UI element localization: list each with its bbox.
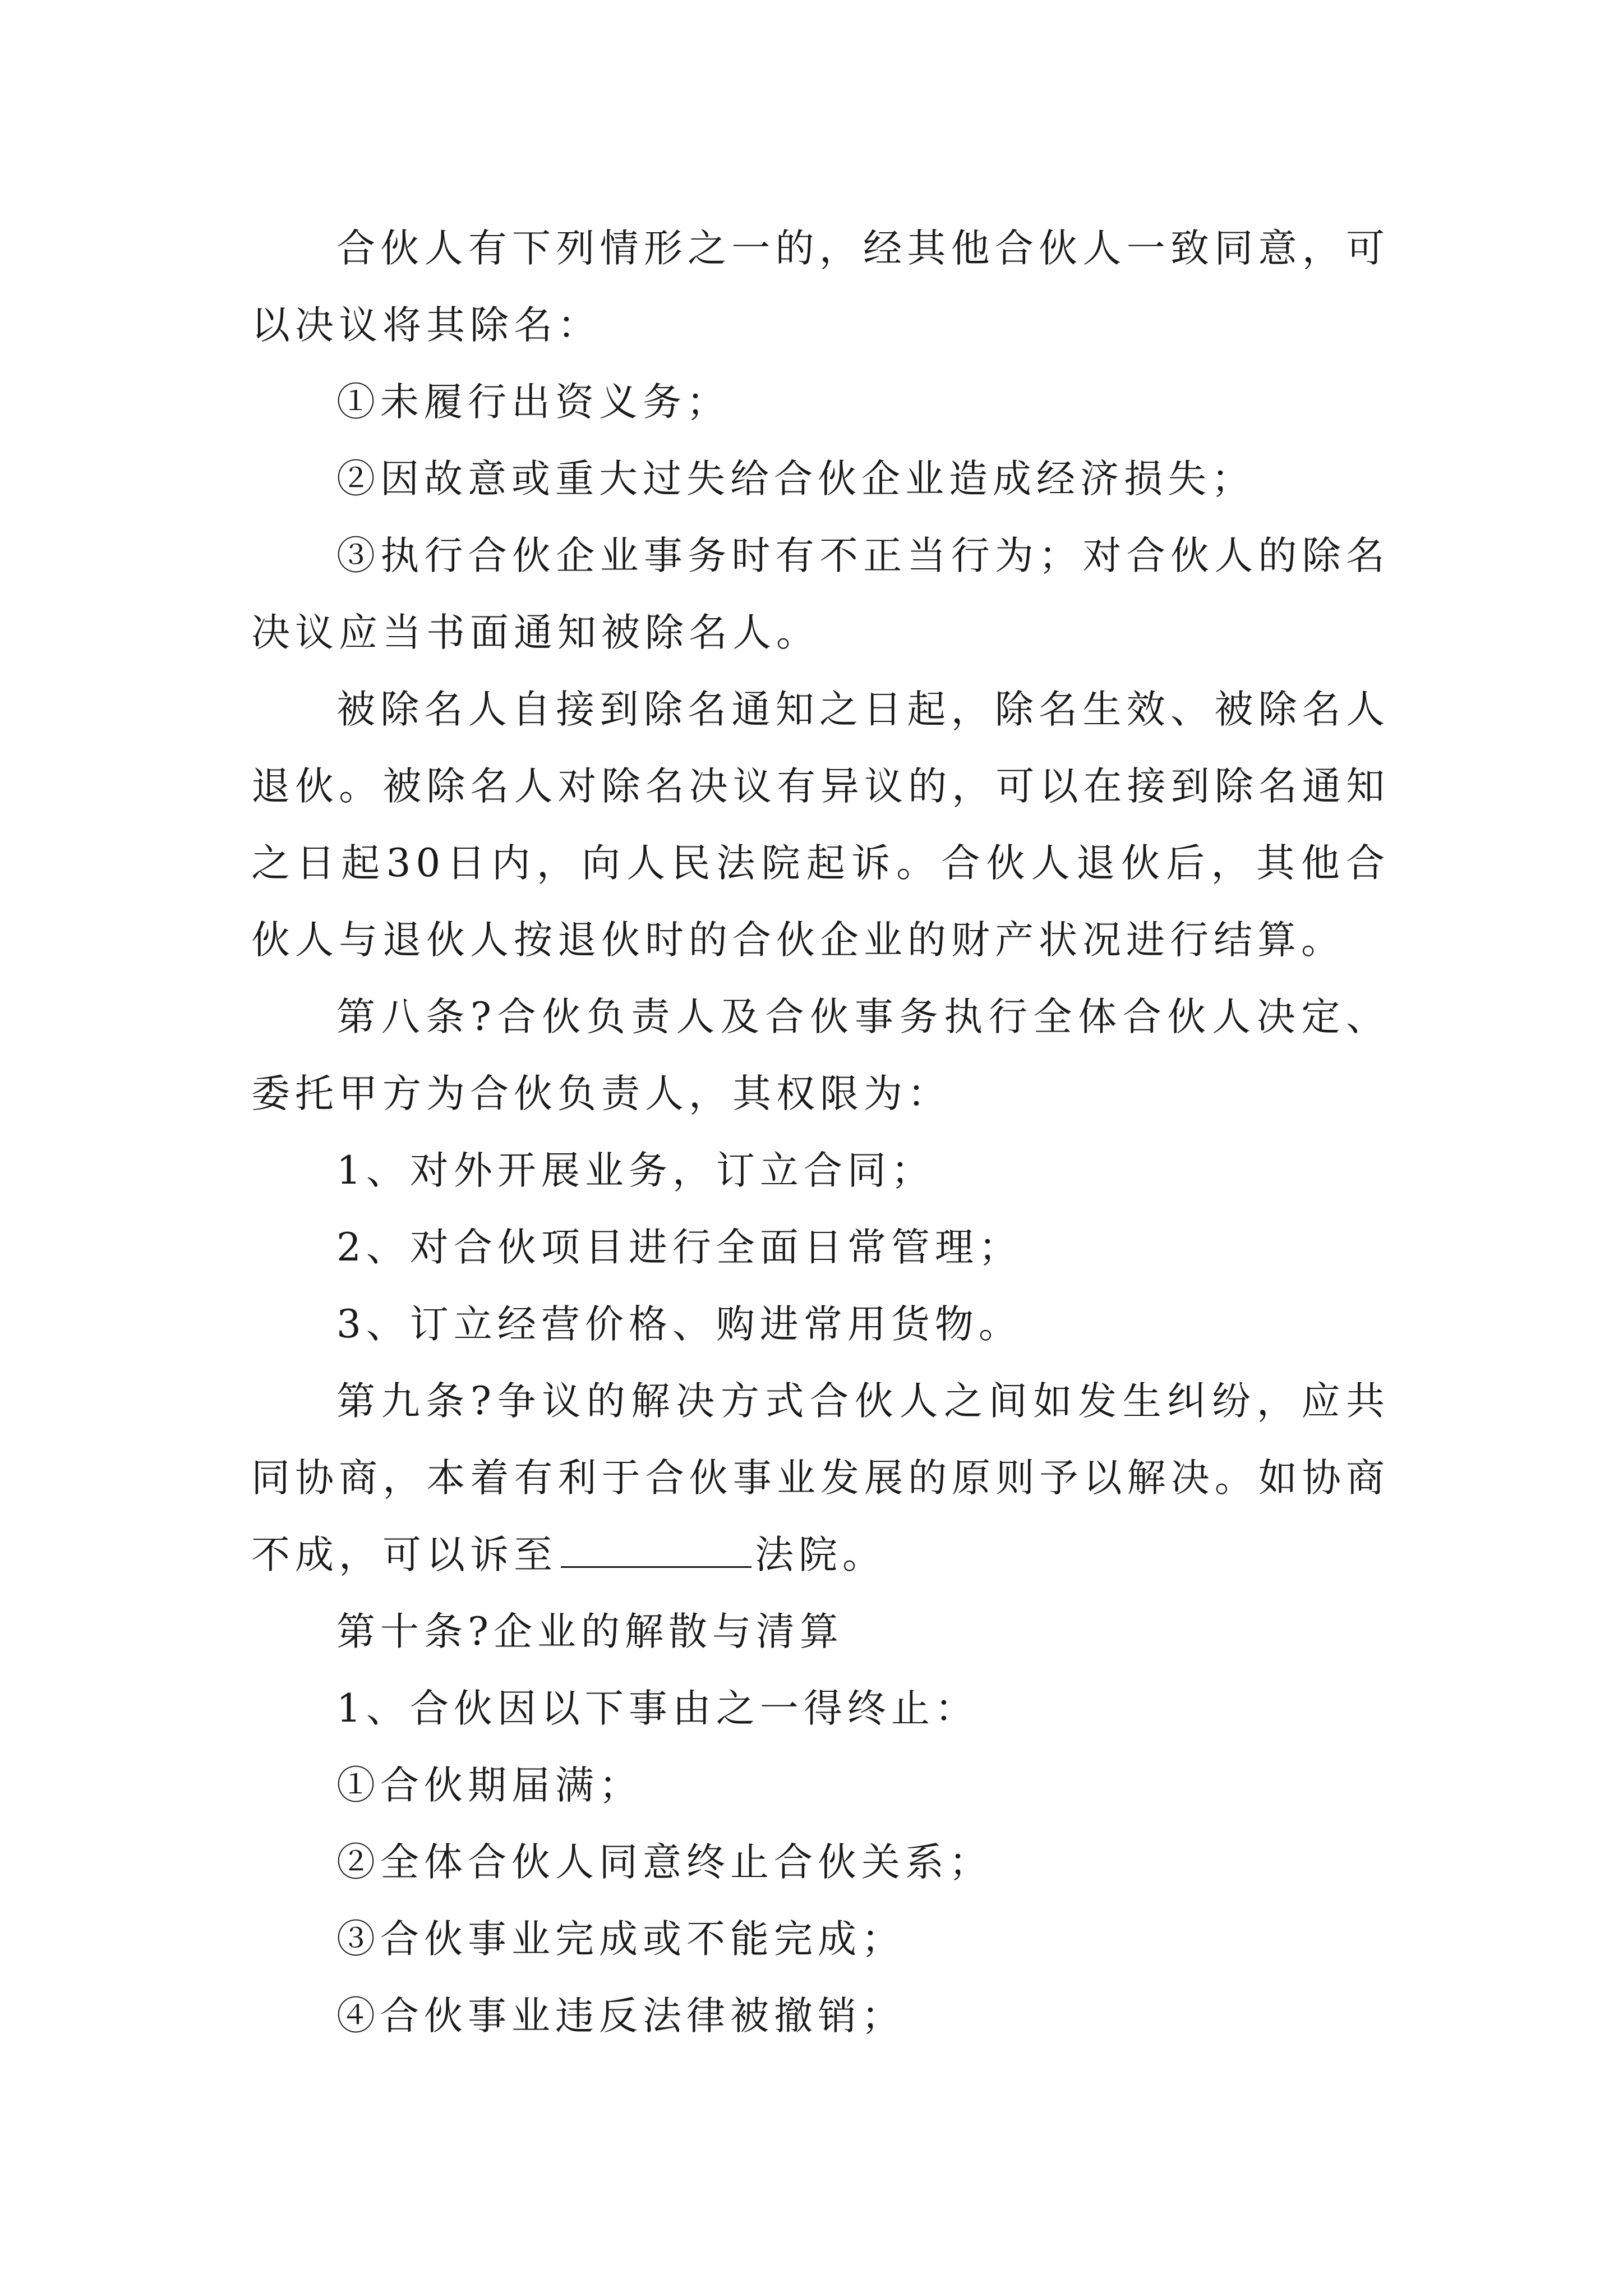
paragraph-item-1: ①未履行出资义务； xyxy=(336,380,730,425)
court-clause-prefix: 不成，可以诉至 xyxy=(251,1533,557,1577)
paragraph-termination: 1、合伙因以下事由之一得终止： xyxy=(336,1686,979,1731)
paragraph-article-10: 第十条?企业的解散与清算 xyxy=(336,1609,843,1654)
paragraph-expulsion-conditions: 合伙人有下列情形之一的，经其他合伙人一致同意，可以决议将其除名： xyxy=(251,226,1390,348)
paragraph-authority-3: 3、订立经营价格、购进常用货物。 xyxy=(336,1302,1022,1347)
court-clause-suffix: 法院。 xyxy=(755,1533,886,1577)
paragraph-authority-2: 2、对合伙项目进行全面日常管理； xyxy=(336,1225,1022,1270)
document-body xyxy=(251,210,1390,2055)
paragraph-authority-1: 1、对外开展业务，订立合同； xyxy=(336,1148,935,1193)
court-name-blank xyxy=(561,1527,751,1568)
paragraph-termination-2: ②全体合伙人同意终止合伙关系； xyxy=(336,1840,993,1885)
paragraph-article-9 xyxy=(251,1363,1390,1594)
article-9-text: 第九条?争议的解决方式合伙人之间如发生纠纷，应共同协商，本着有利于合伙事业发展的原则予以解决。如协商 xyxy=(251,1379,1390,1501)
paragraph-termination-4: ④合伙事业违反法律被撤销； xyxy=(336,1994,905,2039)
paragraph-item-2: ②因故意或重大过失给合伙企业造成经济损失； xyxy=(336,457,1255,501)
paragraph-article-8: 第八条?合伙负责人及合伙事务执行全体合伙人决定、委托甲方为合伙负责人，其权限为： xyxy=(251,995,1390,1116)
paragraph-termination-1: ①合伙期届满； xyxy=(336,1763,643,1808)
paragraph-expulsion-effect: 被除名人自接到除名通知之日起，除名生效、被除名人退伙。被除名人对除名决议有异议的，可以在接到除名通知之日起30日内，向人民法院起诉。合伙人退伙后，其他合伙人与退伙人按退伙时的合伙企业的财产状况进行结算。 xyxy=(251,687,1390,963)
paragraph-item-3: ③执行合伙企业事务时有不正当行为；对合伙人的除名决议应当书面通知被除名人。 xyxy=(251,533,1390,655)
paragraph-termination-3: ③合伙事业完成或不能完成； xyxy=(336,1917,905,1962)
